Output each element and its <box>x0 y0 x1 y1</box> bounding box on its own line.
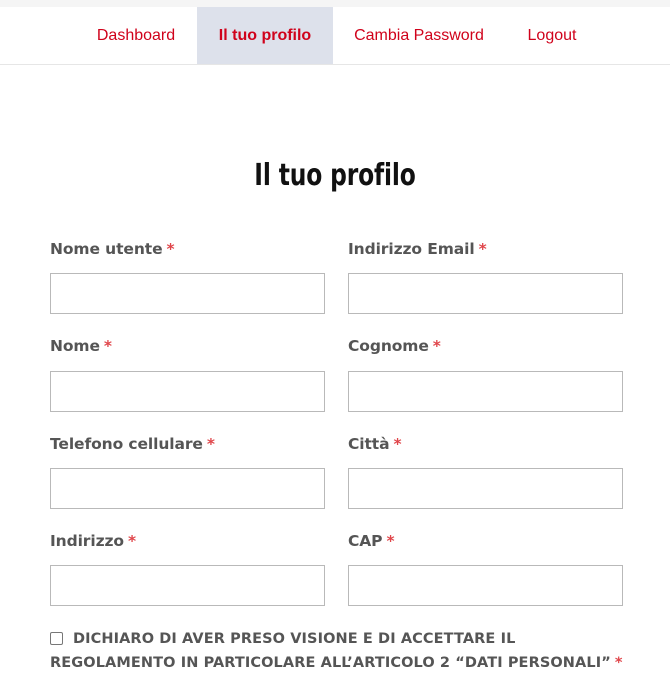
phone-field[interactable] <box>50 468 325 509</box>
zip-label-text: CAP <box>348 532 383 550</box>
city-label <box>348 435 401 453</box>
zip-label <box>348 532 394 550</box>
phone-label-text: Telefono cellulare <box>50 435 203 453</box>
city-label-text: Città <box>348 435 390 453</box>
required-mark: * <box>166 240 175 258</box>
username-label-text: Nome utente <box>50 240 163 258</box>
first-name-label <box>50 337 112 355</box>
required-mark: * <box>206 435 215 453</box>
required-mark: * <box>478 240 487 258</box>
email-label-text: Indirizzo Email <box>348 240 475 258</box>
required-mark: * <box>127 532 136 550</box>
address-field[interactable] <box>50 565 325 606</box>
address-label <box>50 532 136 550</box>
agreement-checkbox[interactable] <box>50 632 63 645</box>
nav-change-password[interactable]: Cambia Password <box>354 26 484 44</box>
username-label <box>50 240 175 258</box>
nav-profile[interactable]: Il tuo profilo <box>197 7 333 64</box>
city-field[interactable] <box>348 468 623 509</box>
last-name-label-text: Cognome <box>348 337 429 355</box>
required-mark: * <box>103 337 112 355</box>
first-name-field[interactable] <box>50 371 325 412</box>
profile-nav <box>0 7 670 65</box>
page-title: Il tuo profilo <box>254 158 416 193</box>
username-field[interactable] <box>50 273 325 314</box>
address-label-text: Indirizzo <box>50 532 124 550</box>
last-name-label <box>348 337 441 355</box>
top-strip <box>0 0 670 7</box>
email-field[interactable] <box>348 273 623 314</box>
required-mark: * <box>614 655 623 671</box>
nav-logout[interactable]: Logout <box>527 26 577 44</box>
agreement-text: DICHIARO DI AVER PRESO VISIONE E DI ACCETTARE IL REGOLAMENTO IN PARTICOLARE ALL’ARTICOLO 2 “DATI PERSONALI” <box>50 631 611 671</box>
required-mark: * <box>386 532 395 550</box>
last-name-field[interactable] <box>348 371 623 412</box>
zip-field[interactable] <box>348 565 623 606</box>
required-mark: * <box>432 337 441 355</box>
required-mark: * <box>393 435 402 453</box>
agreement-row <box>50 627 640 675</box>
nav-dashboard[interactable]: Dashboard <box>96 26 176 44</box>
first-name-label-text: Nome <box>50 337 100 355</box>
email-label <box>348 240 487 258</box>
phone-label <box>50 435 215 453</box>
